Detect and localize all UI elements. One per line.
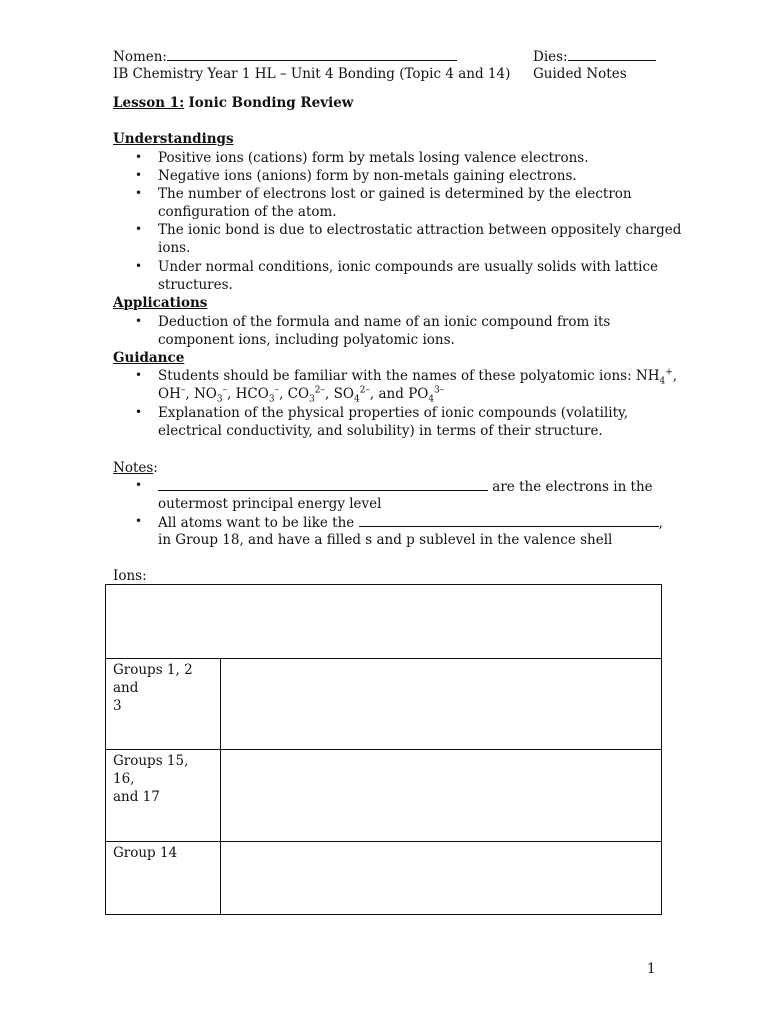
lesson-title: Ionic Bonding Review (188, 95, 354, 111)
name-label-text: Nomen: (113, 49, 167, 65)
date-label (533, 48, 656, 65)
table-row-label (106, 842, 221, 915)
course-title: IB Chemistry Year 1 HL – Unit 4 Bonding (Topic 4 and 14) (113, 66, 511, 82)
guidance-item-text: Students should be familiar with the names of these polyatomic ions: NH (158, 368, 660, 384)
page-number: 1 (647, 961, 656, 977)
list-item-text: ions. (158, 240, 191, 256)
ions-header-cell[interactable] (106, 585, 662, 659)
ions-table (105, 584, 662, 915)
ion-superscript: – (222, 385, 228, 396)
notes-heading (113, 460, 158, 476)
valence-electrons-blank[interactable] (158, 478, 488, 491)
table-row (106, 750, 662, 842)
guidance-heading: Guidance (113, 350, 185, 366)
list-item-text: Negative ions (anions) form by non-metals gaining electrons. (158, 168, 577, 184)
doc-type: Guided Notes (533, 66, 627, 82)
row-label-line: Groups 15, 16, (113, 753, 189, 787)
notes-heading-text: Notes (113, 460, 154, 476)
ion-subscript: 3 (216, 394, 223, 405)
ions-label: Ions: (113, 568, 147, 584)
bullet-icon: • (135, 314, 143, 328)
list-item-text: electrical conductivity, and solubility) in terms of their structure. (158, 423, 603, 439)
row-label-line: Groups 1, 2 and (113, 662, 193, 696)
ion-no3: NO (193, 386, 217, 402)
notes-comma: , (658, 515, 663, 531)
list-item-text: in Group 18, and have a filled s and p sublevel in the valence shell (158, 532, 613, 548)
list-item-text: structures. (158, 277, 233, 293)
bullet-icon: • (135, 222, 143, 236)
bullet-icon: • (135, 514, 143, 528)
ion-subscript: 3 (268, 394, 275, 405)
notes-item-text: All atoms want to be like the (158, 515, 355, 531)
table-row (106, 659, 662, 750)
notes-item-line2 (158, 514, 663, 531)
ion-superscript: + (665, 367, 673, 378)
ion-superscript: 2– (359, 385, 370, 396)
ion-co3: CO (287, 386, 310, 402)
understandings-heading: Understandings (113, 131, 234, 147)
bullet-icon: • (135, 259, 143, 273)
ion-subscript: 4 (428, 394, 435, 405)
bullet-icon: • (135, 405, 143, 419)
lesson-heading (113, 95, 353, 111)
table-row-label (106, 659, 221, 750)
notes-colon: : (153, 460, 158, 476)
list-item-text: The ionic bond is due to electrostatic attraction between oppositely charged (158, 222, 682, 238)
bullet-icon: • (135, 478, 143, 492)
noble-gases-blank[interactable] (359, 514, 659, 527)
list-item-text: outermost principal energy level (158, 496, 382, 512)
ion-superscript: 3– (434, 385, 445, 396)
ion-superscript: 2– (314, 385, 326, 396)
lesson-label: Lesson 1: (113, 95, 185, 111)
ion-subscript: 4 (353, 394, 360, 405)
table-row (106, 842, 662, 915)
row-label-line: 3 (113, 698, 122, 714)
list-item-text: Under normal conditions, ionic compounds are usually solids with lattice (158, 259, 659, 275)
ion-so4: SO (333, 386, 354, 402)
list-item-text: configuration of the atom. (158, 204, 337, 220)
answer-cell[interactable] (221, 659, 662, 750)
list-item-text: Explanation of the physical properties of ionic compounds (volatility, (158, 405, 629, 421)
ion-and: , and (369, 386, 409, 402)
ion-po4: PO (408, 386, 429, 402)
date-blank[interactable] (568, 48, 656, 61)
row-label-line: and 17 (113, 789, 160, 805)
list-item-text: component ions, including polyatomic ions. (158, 332, 455, 348)
table-row-label (106, 750, 221, 842)
list-item-text: Deduction of the formula and name of an ionic compound from its (158, 314, 611, 330)
bullet-icon: • (135, 186, 143, 200)
bullet-icon: • (135, 168, 143, 182)
list-item-text: The number of electrons lost or gained is determined by the electron (158, 186, 632, 202)
answer-cell[interactable] (221, 750, 662, 842)
bullet-icon: • (135, 150, 143, 164)
row-label-line: Group 14 (113, 845, 178, 861)
ion-hco3: HCO (235, 386, 269, 402)
guidance-item-line1: Students should be familiar with the names of these polyatomic ions: $NH_4^+$, (158, 367, 678, 387)
notes-item-line1 (158, 478, 653, 495)
name-label (113, 48, 457, 65)
name-blank[interactable] (167, 48, 457, 61)
applications-heading: Applications (113, 295, 208, 311)
date-label-text: Dies: (533, 49, 568, 65)
table-row (106, 585, 662, 659)
notes-item-text: are the electrons in the (492, 479, 653, 495)
ion-oh: OH (158, 386, 181, 402)
ion-subscript: 3 (309, 394, 315, 405)
bullet-icon: • (135, 368, 143, 382)
guidance-item-line2: OH–, $NO_3^-$, $HCO_3^-$, $CO_3^{2-}$, $SO_4^{2-}$, and $PO_4^{3-}$ (158, 385, 445, 405)
ion-superscript: – (274, 385, 280, 396)
ion-subscript: 4 (659, 376, 666, 387)
ion-superscript: – (180, 385, 186, 396)
list-item-text: Positive ions (cations) form by metals losing valence electrons. (158, 150, 589, 166)
answer-cell[interactable] (221, 842, 662, 915)
